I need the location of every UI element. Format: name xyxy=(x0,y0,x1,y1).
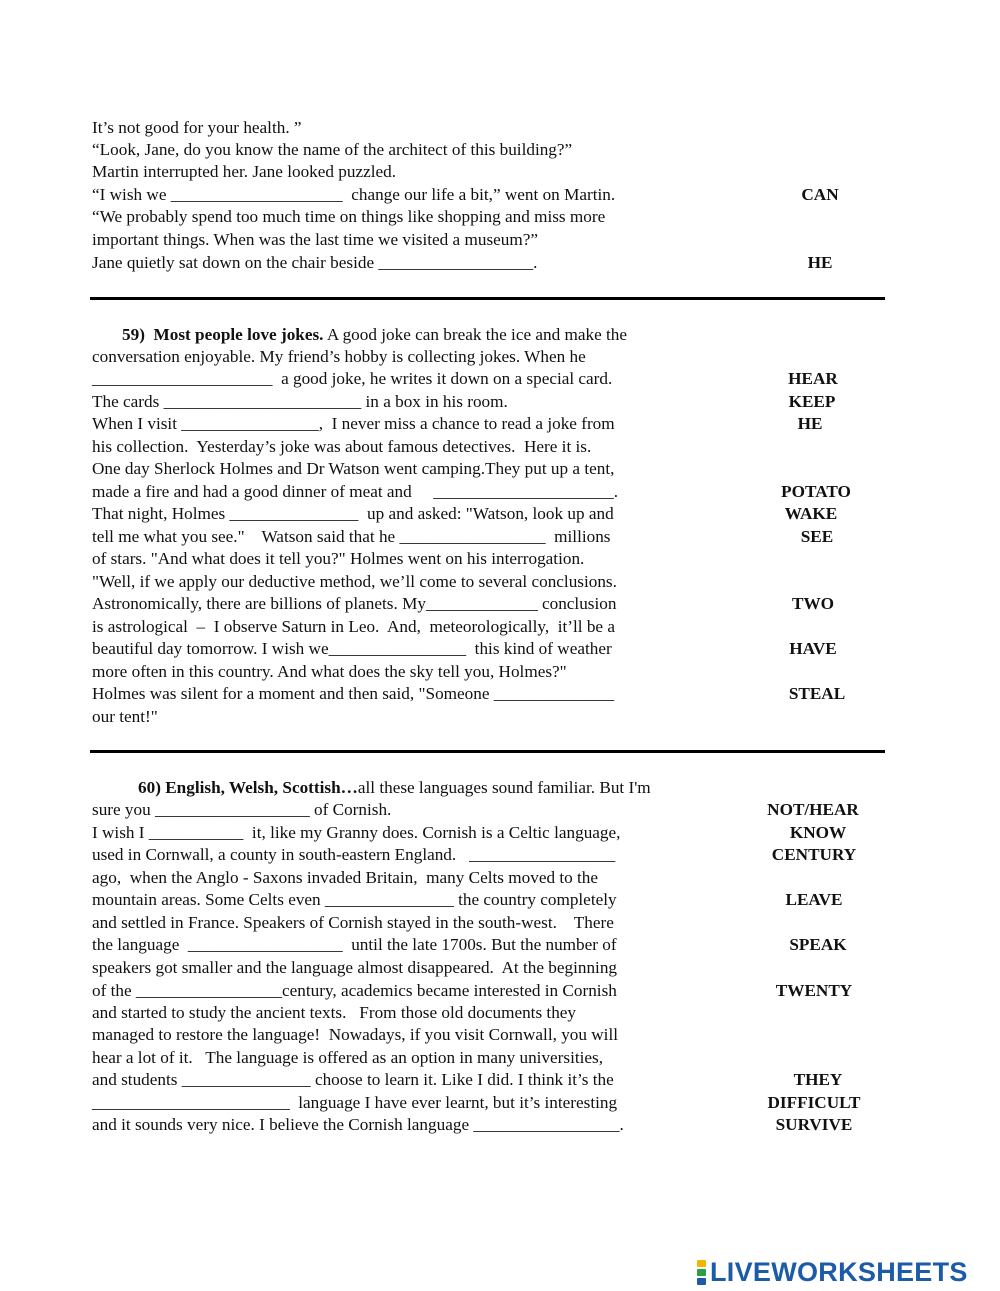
text-line: Jane quietly sat down on the chair beside __________________. xyxy=(92,253,538,272)
text-line: That night, Holmes _______________ up and asked: "Watson, look up and xyxy=(92,504,614,523)
text-line: of the _________________century, academics became interested in Cornish xyxy=(92,981,617,1000)
logo-block-icon xyxy=(697,1269,706,1276)
text-line: and it sounds very nice. I believe the Cornish language _________________. xyxy=(92,1115,624,1134)
text-line: Martin interrupted her. Jane looked puzzled. xyxy=(92,162,397,181)
text-line: of stars. "And what does it tell you?" Holmes went on his interrogation. xyxy=(92,549,585,568)
text-line: is astrological – I observe Saturn in Leo. And, meteorologically, it’ll be a xyxy=(92,617,615,636)
keyword-steal: STEAL xyxy=(788,684,846,703)
liveworksheets-logo-icon xyxy=(697,1260,706,1285)
text-line: _____________________ a good joke, he writes it down on a special card. xyxy=(92,369,613,388)
section-59-first-line xyxy=(122,324,627,346)
text-line: hear a lot of it. The language is offered as an option in many universities, xyxy=(92,1048,604,1067)
keyword-survive: SURVIVE xyxy=(775,1115,853,1134)
text-line: conversation enjoyable. My friend’s hobby is collecting jokes. When he xyxy=(92,347,586,366)
keyword-he: HE xyxy=(807,253,833,272)
text-line: “We probably spend too much time on things like shopping and miss more xyxy=(92,207,606,226)
text-line: our tent!" xyxy=(92,707,158,726)
text-line: “Look, Jane, do you know the name of the architect of this building?” xyxy=(92,140,573,159)
text-line: It’s not good for your health. ” xyxy=(92,118,302,137)
keyword-he: HE xyxy=(797,414,823,433)
text-line: more often in this country. And what does the sky tell you, Holmes?" xyxy=(92,662,567,681)
keyword-wake: WAKE xyxy=(784,504,838,523)
section-60-number: 60) xyxy=(138,778,161,797)
text-line: mountain areas. Some Celts even _______________ the country completely xyxy=(92,890,617,909)
text-line: and started to study the ancient texts. From those old documents they xyxy=(92,1003,577,1022)
text-line: managed to restore the language! Nowadays, if you visit Cornwall, you will xyxy=(92,1025,619,1044)
text-line: speakers got smaller and the language almost disappeared. At the beginning xyxy=(92,958,618,977)
text-line: beautiful day tomorrow. I wish we________________ this kind of weather xyxy=(92,639,612,658)
logo-block-icon xyxy=(697,1278,706,1285)
text-line: “I wish we ____________________ change our life a bit,” went on Martin. xyxy=(92,185,616,204)
text-line: and students _______________ choose to learn it. Like I did. I think it’s the xyxy=(92,1070,614,1089)
section-60-first-line-rest: all these languages sound familiar. But I'm xyxy=(357,778,651,797)
text-line: used in Cornwall, a county in south-eastern England. _________________ xyxy=(92,845,616,864)
liveworksheets-logo[interactable] xyxy=(697,1255,968,1289)
text-line: Holmes was silent for a moment and then said, "Someone ______________ xyxy=(92,684,615,703)
text-line: made a fire and had a good dinner of meat and _____________________. xyxy=(92,482,618,501)
text-line: tell me what you see." Watson said that he _________________ millions xyxy=(92,527,611,546)
logo-text: LIVEWORKSHEETS xyxy=(710,1256,968,1287)
keyword-have: HAVE xyxy=(789,639,837,658)
text-line: The cards _______________________ in a box in his room. xyxy=(92,392,508,411)
keyword-potato: POTATO xyxy=(781,482,851,501)
text-line: his collection. Yesterday’s joke was about famous detectives. Here it is. xyxy=(92,437,592,456)
keyword-know: KNOW xyxy=(789,823,847,842)
section-divider xyxy=(90,297,885,300)
keyword-hear: HEAR xyxy=(788,369,838,388)
section-60-first-line xyxy=(138,777,651,799)
section-60-heading: English, Welsh, Scottish… xyxy=(165,778,358,797)
text-line: "Well, if we apply our deductive method, we’ll come to several conclusions. xyxy=(92,572,617,591)
section-divider xyxy=(90,750,885,753)
text-line: sure you __________________ of Cornish. xyxy=(92,800,392,819)
text-line: When I visit ________________, I never miss a chance to read a joke from xyxy=(92,414,615,433)
section-59-number: 59) xyxy=(122,325,145,344)
text-line: ago, when the Anglo - Saxons invaded Britain, many Celts moved to the xyxy=(92,868,598,887)
keyword-twenty: TWENTY xyxy=(775,981,853,1000)
keyword-see: SEE xyxy=(800,527,834,546)
text-line: and settled in France. Speakers of Cornish stayed in the south-west. There xyxy=(92,913,614,932)
keyword-they: THEY xyxy=(793,1070,843,1089)
text-line: One day Sherlock Holmes and Dr Watson went camping.They put up a tent, xyxy=(92,459,615,478)
logo-block-icon xyxy=(697,1260,706,1267)
keyword-century: CENTURY xyxy=(771,845,857,864)
keyword-difficult: DIFFICULT xyxy=(767,1093,861,1112)
keyword-not-hear: NOT/HEAR xyxy=(767,800,859,819)
text-line: important things. When was the last time we visited a museum?” xyxy=(92,230,538,249)
text-line: I wish I ___________ it, like my Granny does. Cornish is a Celtic language, xyxy=(92,823,621,842)
keyword-keep: KEEP xyxy=(788,392,836,411)
keyword-two: TWO xyxy=(791,594,835,613)
text-line: the language __________________ until the late 1700s. But the number of xyxy=(92,935,617,954)
keyword-leave: LEAVE xyxy=(785,890,843,909)
section-59-first-line-rest: A good joke can break the ice and make the xyxy=(323,325,628,344)
text-line: _______________________ language I have ever learnt, but it’s interesting xyxy=(92,1093,618,1112)
keyword-can: CAN xyxy=(801,185,839,204)
keyword-speak: SPEAK xyxy=(789,935,847,954)
section-59-heading: Most people love jokes. xyxy=(153,325,324,344)
text-line: Astronomically, there are billions of planets. My_____________ conclusion xyxy=(92,594,617,613)
